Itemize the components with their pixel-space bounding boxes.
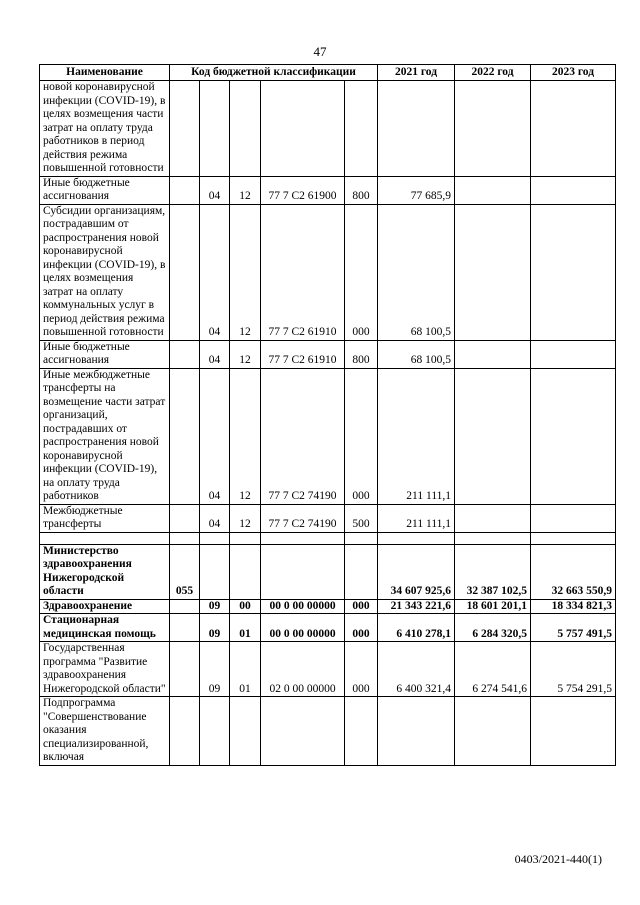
empty-cell	[345, 532, 378, 544]
code-expense-type-cell: 000	[345, 642, 378, 697]
code-section-cell	[200, 81, 230, 177]
amount-2021-cell: 68 100,5	[378, 340, 455, 368]
code-section-cell	[200, 697, 230, 766]
amount-2021-cell	[378, 81, 455, 177]
amount-2022-cell	[455, 340, 531, 368]
empty-cell	[230, 532, 261, 544]
code-expense-type-cell: 500	[345, 504, 378, 532]
code-expense-type-cell	[345, 81, 378, 177]
code-subsection-cell: 12	[230, 504, 261, 532]
table-row	[40, 599, 616, 614]
amount-2022-cell: 18 601 201,1	[455, 599, 531, 614]
page-number: 47	[313, 44, 327, 59]
code-subsection-cell: 12	[230, 368, 261, 504]
empty-cell	[455, 532, 531, 544]
code-admin-cell	[170, 368, 200, 504]
header-2023: 2023 год	[531, 65, 616, 81]
header-code: Код бюджетной классификации	[170, 65, 378, 81]
code-expense-type-cell	[345, 697, 378, 766]
name-cell: Стационарная медицинская помощь	[40, 614, 170, 642]
name-cell: Иные бюджетные ассигнования	[40, 176, 170, 204]
code-subsection-cell: 01	[230, 642, 261, 697]
code-section-cell: 04	[200, 340, 230, 368]
code-expense-type-cell: 000	[345, 204, 378, 340]
empty-cell	[531, 532, 616, 544]
header-name: Наименование	[40, 65, 170, 81]
amount-2023-cell: 5 754 291,5	[531, 642, 616, 697]
amount-2021-cell: 6 410 278,1	[378, 614, 455, 642]
code-target-cell: 77 7 C2 61910	[261, 340, 345, 368]
document-code: 0403/2021-440(1)	[514, 852, 602, 866]
amount-2022-cell	[455, 368, 531, 504]
budget-table	[39, 64, 616, 766]
amount-2021-cell: 211 111,1	[378, 504, 455, 532]
code-section-cell: 04	[200, 368, 230, 504]
empty-cell	[261, 532, 345, 544]
table-row	[40, 697, 616, 766]
table-row	[40, 544, 616, 599]
code-expense-type-cell: 800	[345, 176, 378, 204]
amount-2021-cell: 77 685,9	[378, 176, 455, 204]
amount-2023-cell: 18 334 821,3	[531, 599, 616, 614]
table-row	[40, 204, 616, 340]
amount-2023-cell	[531, 697, 616, 766]
amount-2023-cell	[531, 204, 616, 340]
table-row	[40, 81, 616, 177]
amount-2022-cell: 6 284 320,5	[455, 614, 531, 642]
code-admin-cell	[170, 504, 200, 532]
code-admin-cell: 055	[170, 544, 200, 599]
code-admin-cell	[170, 697, 200, 766]
code-target-cell: 77 7 C2 74190	[261, 504, 345, 532]
table-row	[40, 504, 616, 532]
code-admin-cell	[170, 204, 200, 340]
amount-2023-cell: 32 663 550,9	[531, 544, 616, 599]
amount-2023-cell	[531, 504, 616, 532]
code-admin-cell	[170, 176, 200, 204]
spacer-row	[40, 532, 616, 544]
code-admin-cell	[170, 599, 200, 614]
code-target-cell	[261, 544, 345, 599]
amount-2021-cell: 68 100,5	[378, 204, 455, 340]
code-admin-cell	[170, 642, 200, 697]
code-admin-cell	[170, 81, 200, 177]
amount-2023-cell	[531, 368, 616, 504]
name-cell: Здравоохранение	[40, 599, 170, 614]
amount-2023-cell	[531, 176, 616, 204]
amount-2022-cell	[455, 504, 531, 532]
amount-2021-cell: 211 111,1	[378, 368, 455, 504]
code-section-cell: 09	[200, 599, 230, 614]
table-row	[40, 340, 616, 368]
name-cell: Подпрограмма "Совершенствование оказания специализированной, включая	[40, 697, 170, 766]
header-2021: 2021 год	[378, 65, 455, 81]
amount-2022-cell	[455, 176, 531, 204]
code-expense-type-cell: 000	[345, 368, 378, 504]
code-target-cell: 02 0 00 00000	[261, 642, 345, 697]
empty-cell	[378, 532, 455, 544]
amount-2022-cell	[455, 81, 531, 177]
name-cell: Иные межбюджетные трансферты на возмещение части затрат организаций, пострадавших от распространения новой коронавирусной инфекции (COVID-19), на оплату труда работников	[40, 368, 170, 504]
code-section-cell	[200, 544, 230, 599]
amount-2023-cell	[531, 340, 616, 368]
code-expense-type-cell: 000	[345, 614, 378, 642]
code-subsection-cell	[230, 544, 261, 599]
code-expense-type-cell: 800	[345, 340, 378, 368]
amount-2022-cell	[455, 204, 531, 340]
amount-2021-cell: 34 607 925,6	[378, 544, 455, 599]
table-row	[40, 642, 616, 697]
empty-cell	[170, 532, 200, 544]
amount-2021-cell: 21 343 221,6	[378, 599, 455, 614]
code-section-cell: 04	[200, 176, 230, 204]
code-target-cell	[261, 697, 345, 766]
code-subsection-cell: 00	[230, 599, 261, 614]
code-subsection-cell	[230, 81, 261, 177]
code-subsection-cell	[230, 697, 261, 766]
code-expense-type-cell	[345, 544, 378, 599]
code-section-cell: 04	[200, 204, 230, 340]
code-section-cell: 04	[200, 504, 230, 532]
code-target-cell: 77 7 C2 61910	[261, 204, 345, 340]
header-row	[40, 65, 616, 81]
code-target-cell: 00 0 00 00000	[261, 614, 345, 642]
code-subsection-cell: 01	[230, 614, 261, 642]
empty-cell	[200, 532, 230, 544]
code-expense-type-cell: 000	[345, 599, 378, 614]
amount-2023-cell	[531, 81, 616, 177]
code-section-cell: 09	[200, 642, 230, 697]
name-cell: Министерство здравоохранения Нижегородской области	[40, 544, 170, 599]
name-cell: Межбюджетные трансферты	[40, 504, 170, 532]
code-subsection-cell: 12	[230, 176, 261, 204]
amount-2022-cell	[455, 697, 531, 766]
code-subsection-cell: 12	[230, 204, 261, 340]
name-cell: новой коронавирусной инфекции (COVID-19), в целях возмещения части затрат на оплату труда работников в период действия режима повышенной готовности	[40, 81, 170, 177]
amount-2023-cell: 5 757 491,5	[531, 614, 616, 642]
code-target-cell: 00 0 00 00000	[261, 599, 345, 614]
table-row	[40, 368, 616, 504]
name-cell: Государственная программа "Развитие здравоохранения Нижегородской области"	[40, 642, 170, 697]
empty-cell	[40, 532, 170, 544]
amount-2021-cell: 6 400 321,4	[378, 642, 455, 697]
code-target-cell: 77 7 C2 61900	[261, 176, 345, 204]
name-cell: Иные бюджетные ассигнования	[40, 340, 170, 368]
table-row	[40, 614, 616, 642]
code-target-cell	[261, 81, 345, 177]
amount-2022-cell: 6 274 541,6	[455, 642, 531, 697]
header-2022: 2022 год	[455, 65, 531, 81]
code-target-cell: 77 7 C2 74190	[261, 368, 345, 504]
amount-2021-cell	[378, 697, 455, 766]
table-row	[40, 176, 616, 204]
name-cell: Субсидии организациям, пострадавшим от распространения новой коронавирусной инфекции (COVID-19), в целях возмещения затрат на оплату коммунальных услуг в период действия режима повышенной готовности	[40, 204, 170, 340]
code-admin-cell	[170, 340, 200, 368]
code-admin-cell	[170, 614, 200, 642]
code-subsection-cell: 12	[230, 340, 261, 368]
code-section-cell: 09	[200, 614, 230, 642]
amount-2022-cell: 32 387 102,5	[455, 544, 531, 599]
